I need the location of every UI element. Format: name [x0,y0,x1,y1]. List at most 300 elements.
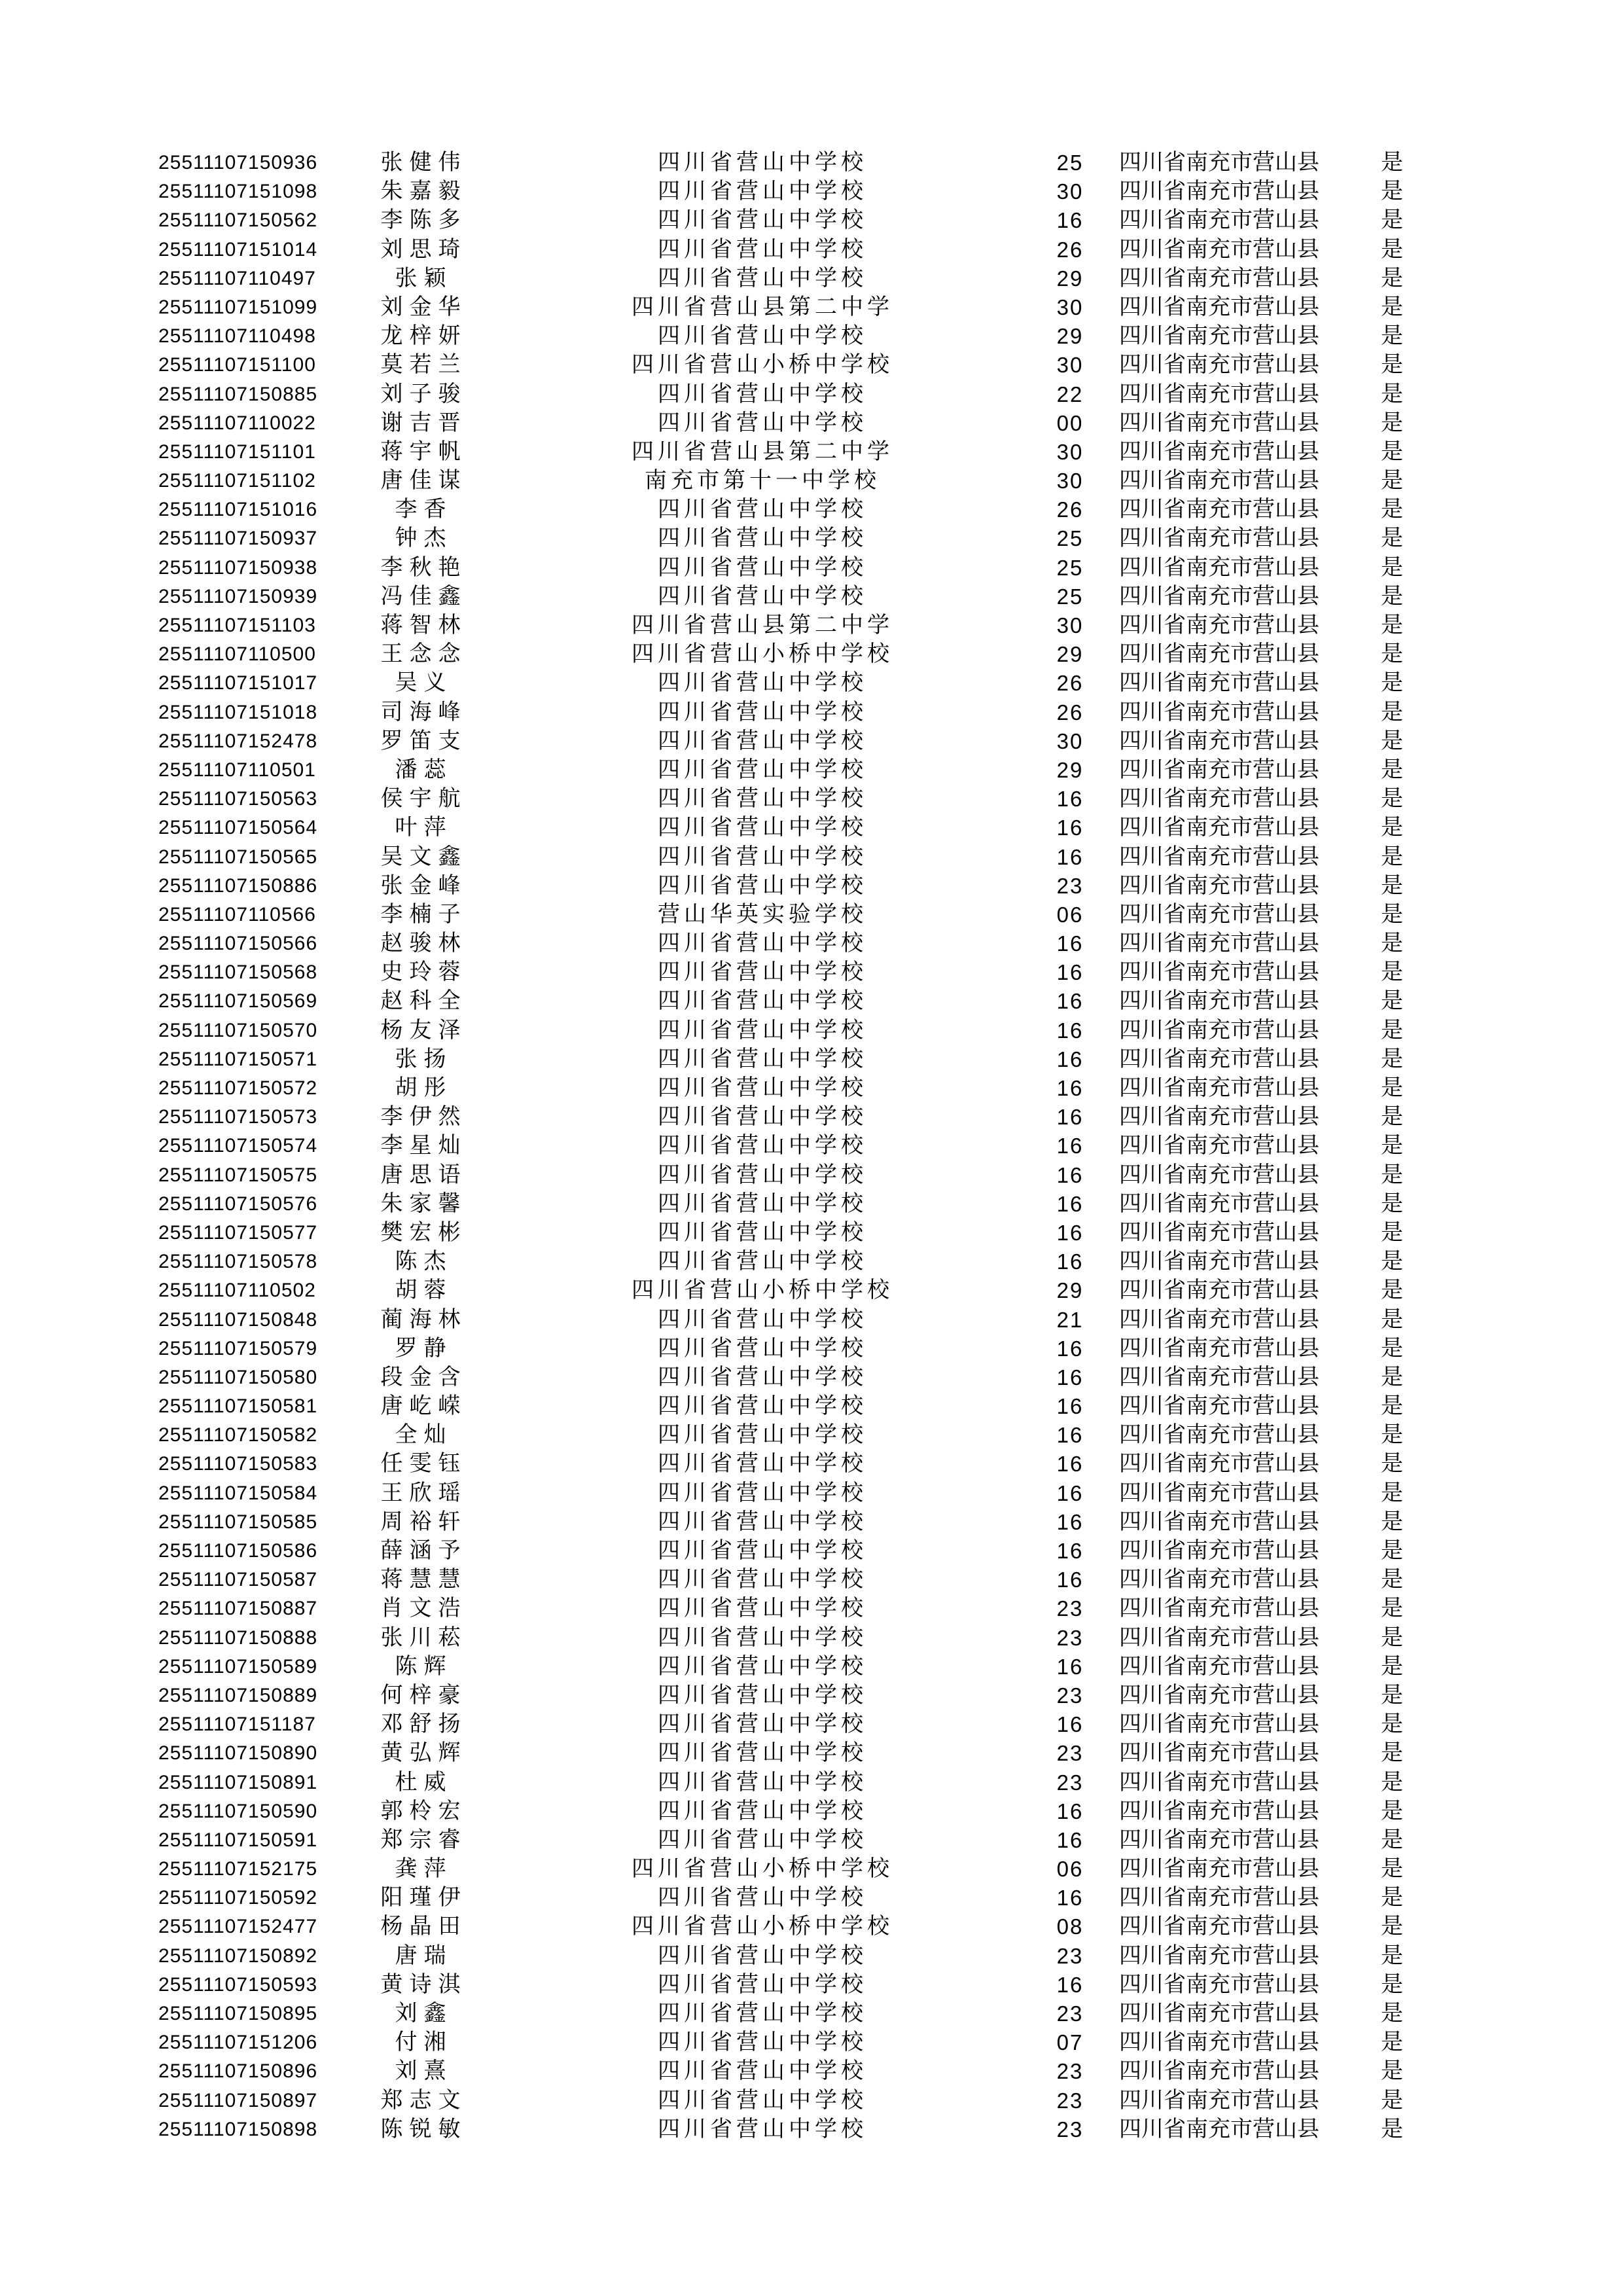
candidate-id-cell: 25511107151102 [158,470,316,492]
confirm-flag-cell: 是 [1381,2117,1403,2142]
candidate-name-cell: 任雯钰 [380,1452,467,1477]
code-cell: 23 [1056,1596,1084,1621]
school-cell: 四川省营山中学校 [658,497,867,522]
candidate-id-cell: 25511107150890 [158,1742,318,1765]
table-row [158,293,1471,322]
table-row [158,814,1471,842]
school-cell: 四川省营山中学校 [658,1134,867,1158]
school-cell: 四川省营山中学校 [658,1741,867,1766]
candidate-name-cell: 薛涵予 [380,1539,467,1563]
school-cell: 四川省营山县第二中学 [632,295,893,319]
table-row [158,1421,1471,1450]
confirm-flag-cell: 是 [1381,1741,1403,1766]
table-row [158,1739,1471,1768]
confirm-flag-cell: 是 [1381,353,1403,378]
district-cell: 四川省南充市营山县 [1119,1770,1319,1795]
school-cell: 四川省营山中学校 [658,382,867,406]
school-cell: 四川省营山中学校 [658,931,867,956]
candidate-name-cell: 罗静 [395,1336,453,1361]
school-cell: 四川省营山中学校 [658,1539,867,1563]
candidate-name-cell: 刘熹 [395,2059,453,2084]
candidate-id-cell: 25511107151018 [158,701,318,723]
school-cell: 四川省营山小桥中学校 [632,353,893,378]
table-row [158,1912,1471,1941]
candidate-name-cell: 李伊然 [380,1105,467,1130]
district-cell: 四川省南充市营山县 [1119,1365,1319,1390]
candidate-name-cell: 付湘 [395,2030,453,2055]
candidate-id-cell: 25511107150573 [158,1106,318,1128]
candidate-name-cell: 何梓豪 [380,1683,467,1708]
candidate-id-cell: 25511107151101 [158,440,316,463]
candidate-name-cell: 杨友泽 [380,1018,467,1043]
table-row [158,2115,1471,2144]
table-row [158,1624,1471,1653]
confirm-flag-cell: 是 [1381,1076,1403,1100]
code-cell: 00 [1056,410,1084,435]
school-cell: 四川省营山中学校 [658,1596,867,1621]
school-cell: 四川省营山县第二中学 [632,439,893,464]
candidate-name-cell: 李香 [395,497,453,522]
candidate-id-cell: 25511107152478 [158,730,318,752]
table-row [158,1219,1471,1247]
confirm-flag-cell: 是 [1381,1770,1403,1795]
district-cell: 四川省南充市营山县 [1119,1509,1319,1534]
code-cell: 16 [1056,960,1084,985]
candidate-id-cell: 25511107150936 [158,152,318,173]
school-cell: 四川省营山中学校 [658,844,867,869]
district-cell: 四川省南充市营山县 [1119,353,1319,378]
school-cell: 四川省营山中学校 [658,873,867,898]
confirm-flag-cell: 是 [1381,1683,1403,1708]
candidate-id-cell: 25511107150939 [158,585,318,607]
school-cell: 四川省营山中学校 [658,1162,867,1187]
candidate-name-cell: 陈辉 [395,1654,453,1679]
candidate-name-cell: 周裕轩 [380,1509,467,1534]
confirm-flag-cell: 是 [1381,179,1403,204]
district-cell: 四川省南充市营山县 [1119,1654,1319,1679]
candidate-id-cell: 25511107110501 [158,759,316,781]
candidate-name-cell: 张颖 [395,266,453,291]
district-cell: 四川省南充市营山县 [1119,1914,1319,1939]
code-cell: 06 [1056,902,1084,927]
code-cell: 16 [1056,1827,1084,1852]
candidate-name-cell: 朱家馨 [380,1191,467,1216]
school-cell: 四川省营山中学校 [658,1683,867,1708]
table-row [158,351,1471,380]
district-cell: 四川省南充市营山县 [1119,1886,1319,1910]
candidate-name-cell: 刘思琦 [380,237,467,262]
code-cell: 26 [1056,671,1084,696]
confirm-flag-cell: 是 [1381,1278,1403,1303]
candidate-id-cell: 25511107151206 [158,2032,318,2054]
school-cell: 四川省营山中学校 [658,151,867,175]
confirm-flag-cell: 是 [1381,816,1403,840]
confirm-flag-cell: 是 [1381,1047,1403,1071]
candidate-id-cell: 25511107150563 [158,788,318,810]
candidate-id-cell: 25511107150565 [158,846,318,868]
table-row [158,409,1471,438]
district-cell: 四川省南充市营山县 [1119,1943,1319,1968]
district-cell: 四川省南充市营山县 [1119,1827,1319,1852]
candidate-name-cell: 全灿 [395,1423,453,1448]
confirm-flag-cell: 是 [1381,1799,1403,1823]
candidate-name-cell: 蒋慧慧 [380,1568,467,1592]
code-cell: 16 [1056,1162,1084,1187]
school-cell: 四川省营山中学校 [658,526,867,551]
school-cell: 四川省营山中学校 [658,671,867,696]
candidate-id-cell: 25511107150898 [158,2118,318,2140]
candidate-id-cell: 25511107150578 [158,1251,318,1273]
code-cell: 16 [1056,1539,1084,1563]
school-cell: 四川省营山中学校 [658,1018,867,1043]
candidate-name-cell: 李星灿 [380,1134,467,1158]
candidate-id-cell: 25511107150579 [158,1337,318,1359]
candidate-id-cell: 25511107150937 [158,528,318,550]
candidate-name-cell: 谢吉晋 [380,410,467,435]
candidate-id-cell: 25511107110566 [158,903,316,925]
district-cell: 四川省南充市营山县 [1119,439,1319,464]
school-cell: 四川省营山中学校 [658,787,867,812]
table-row [158,2028,1471,2057]
confirm-flag-cell: 是 [1381,1654,1403,1679]
school-cell: 四川省营山中学校 [658,2088,867,2113]
candidate-name-cell: 唐屹嵘 [380,1394,467,1419]
code-cell: 16 [1056,1047,1084,1071]
code-cell: 25 [1056,584,1084,609]
district-cell: 四川省南充市营山县 [1119,1191,1319,1216]
school-cell: 四川省营山中学校 [658,1509,867,1534]
confirm-flag-cell: 是 [1381,1972,1403,1997]
confirm-flag-cell: 是 [1381,526,1403,551]
candidate-id-cell: 25511107150589 [158,1655,318,1677]
school-cell: 四川省营山中学校 [658,1452,867,1477]
district-cell: 四川省南充市营山县 [1119,2030,1319,2055]
table-row [158,1247,1471,1276]
candidate-name-cell: 史玲蓉 [380,960,467,985]
confirm-flag-cell: 是 [1381,989,1403,1014]
table-row [158,987,1471,1016]
confirm-flag-cell: 是 [1381,2088,1403,2113]
table-row [158,583,1471,611]
code-cell: 16 [1056,1972,1084,1997]
confirm-flag-cell: 是 [1381,902,1403,927]
confirm-flag-cell: 是 [1381,439,1403,464]
district-cell: 四川省南充市营山县 [1119,757,1319,782]
school-cell: 四川省营山中学校 [658,237,867,262]
candidate-name-cell: 杜威 [395,1770,453,1795]
candidate-name-cell: 阳瑾伊 [380,1886,467,1910]
code-cell: 16 [1056,1191,1084,1216]
table-row [158,380,1471,409]
candidate-name-cell: 郑志文 [380,2088,467,2113]
table-row [158,843,1471,872]
table-row [158,467,1471,495]
candidate-id-cell: 25511107150888 [158,1626,318,1649]
district-cell: 四川省南充市营山县 [1119,873,1319,898]
candidate-name-cell: 郭柃宏 [380,1799,467,1823]
district-cell: 四川省南充市营山县 [1119,700,1319,725]
code-cell: 30 [1056,613,1084,637]
district-cell: 四川省南充市营山县 [1119,1972,1319,1997]
candidate-id-cell: 25511107150584 [158,1482,318,1504]
district-cell: 四川省南充市营山县 [1119,1480,1319,1505]
table-row [158,1074,1471,1103]
code-cell: 30 [1056,179,1084,204]
confirm-flag-cell: 是 [1381,1134,1403,1158]
table-row [158,698,1471,727]
table-row [158,1681,1471,1710]
candidate-id-cell: 25511107150570 [158,1019,318,1041]
district-cell: 四川省南充市营山县 [1119,1394,1319,1419]
table-row [158,206,1471,235]
candidate-id-cell: 25511107150848 [158,1308,318,1331]
district-cell: 四川省南充市营山县 [1119,266,1319,291]
code-cell: 16 [1056,1018,1084,1043]
candidate-name-cell: 朱嘉毅 [380,179,467,204]
confirm-flag-cell: 是 [1381,757,1403,782]
candidate-id-cell: 25511107150885 [158,383,318,405]
school-cell: 四川省营山中学校 [658,1076,867,1100]
code-cell: 30 [1056,469,1084,493]
district-cell: 四川省南充市营山县 [1119,151,1319,175]
district-cell: 四川省南充市营山县 [1119,1741,1319,1766]
code-cell: 23 [1056,1943,1084,1968]
table-row [158,1508,1471,1537]
school-cell: 四川省营山中学校 [658,1394,867,1419]
code-cell: 23 [1056,873,1084,898]
candidate-id-cell: 25511107150577 [158,1221,318,1244]
school-cell: 四川省营山中学校 [658,2001,867,2026]
school-cell: 四川省营山中学校 [658,1220,867,1245]
code-cell: 26 [1056,237,1084,262]
candidate-name-cell: 王欣瑶 [380,1480,467,1505]
district-cell: 四川省南充市营山县 [1119,295,1319,319]
code-cell: 23 [1056,2088,1084,2113]
school-cell: 四川省营山中学校 [658,1480,867,1505]
code-cell: 16 [1056,1452,1084,1477]
table-row [158,1768,1471,1797]
district-cell: 四川省南充市营山县 [1119,526,1319,551]
table-row [158,727,1471,756]
code-cell: 16 [1056,1886,1084,1910]
school-cell: 四川省营山小桥中学校 [632,1857,893,1882]
confirm-flag-cell: 是 [1381,1480,1403,1505]
district-cell: 四川省南充市营山县 [1119,902,1319,927]
table-row [158,1826,1471,1855]
code-cell: 23 [1056,1770,1084,1795]
candidate-name-cell: 段金含 [380,1365,467,1390]
candidate-name-cell: 邓舒扬 [380,1712,467,1737]
table-row [158,1797,1471,1826]
candidate-id-cell: 25511107150586 [158,1540,318,1562]
candidate-name-cell: 潘蕊 [395,757,453,782]
school-cell: 四川省营山中学校 [658,1336,867,1361]
candidate-id-cell: 25511107150574 [158,1135,318,1157]
confirm-flag-cell: 是 [1381,873,1403,898]
district-cell: 四川省南充市营山县 [1119,787,1319,812]
confirm-flag-cell: 是 [1381,266,1403,291]
code-cell: 30 [1056,295,1084,319]
candidate-name-cell: 郑宗睿 [380,1827,467,1852]
table-row [158,2087,1471,2115]
school-cell: 四川省营山中学校 [658,960,867,985]
district-cell: 四川省南充市营山县 [1119,1220,1319,1245]
code-cell: 16 [1056,1509,1084,1534]
school-cell: 四川省营山中学校 [658,208,867,233]
confirm-flag-cell: 是 [1381,1857,1403,1882]
district-cell: 四川省南充市营山县 [1119,2088,1319,2113]
confirm-flag-cell: 是 [1381,1943,1403,1968]
school-cell: 南充市第十一中学校 [645,469,880,493]
confirm-flag-cell: 是 [1381,700,1403,725]
table-row [158,1335,1471,1363]
candidate-id-cell: 25511107150592 [158,1887,318,1909]
confirm-flag-cell: 是 [1381,497,1403,522]
confirm-flag-cell: 是 [1381,671,1403,696]
candidate-id-cell: 25511107110022 [158,412,316,434]
table-row [158,495,1471,524]
code-cell: 26 [1056,497,1084,522]
table-row [158,2000,1471,2028]
confirm-flag-cell: 是 [1381,2059,1403,2084]
candidate-id-cell: 25511107151103 [158,615,316,636]
candidate-id-cell: 25511107110502 [158,1280,316,1302]
district-cell: 四川省南充市营山县 [1119,613,1319,637]
candidate-id-cell: 25511107150582 [158,1424,318,1446]
school-cell: 四川省营山中学校 [658,728,867,753]
candidate-name-cell: 蒋智林 [380,613,467,637]
candidate-id-cell: 25511107150887 [158,1598,318,1620]
district-cell: 四川省南充市营山县 [1119,1162,1319,1187]
code-cell: 30 [1056,353,1084,378]
school-cell: 四川省营山中学校 [658,266,867,291]
candidate-name-cell: 唐佳谋 [380,469,467,493]
confirm-flag-cell: 是 [1381,1568,1403,1592]
table-row [158,438,1471,467]
school-cell: 四川省营山中学校 [658,1365,867,1390]
school-cell: 营山华英实验学校 [658,902,867,927]
table-row [158,524,1471,553]
candidate-id-cell: 25511107151016 [158,499,318,521]
district-cell: 四川省南充市营山县 [1119,671,1319,696]
table-row [158,1479,1471,1508]
district-cell: 四川省南充市营山县 [1119,1683,1319,1708]
code-cell: 06 [1056,1857,1084,1882]
confirm-flag-cell: 是 [1381,469,1403,493]
table-row [158,1103,1471,1132]
district-cell: 四川省南充市营山县 [1119,844,1319,869]
confirm-flag-cell: 是 [1381,931,1403,956]
confirm-flag-cell: 是 [1381,1336,1403,1361]
candidate-id-cell: 25511107150897 [158,2089,318,2111]
code-cell: 23 [1056,1741,1084,1766]
school-cell: 四川省营山中学校 [658,1249,867,1274]
confirm-flag-cell: 是 [1381,410,1403,435]
school-cell: 四川省营山中学校 [658,1625,867,1650]
district-cell: 四川省南充市营山县 [1119,2001,1319,2026]
district-cell: 四川省南充市营山县 [1119,382,1319,406]
confirm-flag-cell: 是 [1381,1509,1403,1534]
candidate-name-cell: 司海峰 [380,700,467,725]
code-cell: 25 [1056,151,1084,175]
table-row [158,1450,1471,1479]
candidate-id-cell: 25511107150591 [158,1829,318,1851]
candidate-name-cell: 胡彤 [395,1076,453,1100]
confirm-flag-cell: 是 [1381,151,1403,175]
candidate-name-cell: 张健伟 [380,151,467,175]
candidate-name-cell: 黄弘辉 [380,1741,467,1766]
school-cell: 四川省营山中学校 [658,555,867,580]
district-cell: 四川省南充市营山县 [1119,1568,1319,1592]
code-cell: 16 [1056,1105,1084,1130]
candidate-name-cell: 吴义 [395,671,453,696]
confirm-flag-cell: 是 [1381,1018,1403,1043]
table-row [158,177,1471,206]
confirm-flag-cell: 是 [1381,844,1403,869]
confirm-flag-cell: 是 [1381,960,1403,985]
school-cell: 四川省营山中学校 [658,1191,867,1216]
candidate-id-cell: 25511107151017 [158,672,318,694]
school-cell: 四川省营山中学校 [658,1943,867,1968]
candidate-id-cell: 25511107110498 [158,325,316,348]
confirm-flag-cell: 是 [1381,382,1403,406]
school-cell: 四川省营山小桥中学校 [632,1914,893,1939]
candidate-id-cell: 25511107150566 [158,933,318,955]
district-cell: 四川省南充市营山县 [1119,1076,1319,1100]
table-row [158,1594,1471,1623]
school-cell: 四川省营山中学校 [658,1799,867,1823]
candidate-name-cell: 莫若兰 [380,353,467,378]
table-row [158,1045,1471,1074]
candidate-name-cell: 李秋艳 [380,555,467,580]
district-cell: 四川省南充市营山县 [1119,1539,1319,1563]
school-cell: 四川省营山中学校 [658,816,867,840]
district-cell: 四川省南充市营山县 [1119,2117,1319,2142]
district-cell: 四川省南充市营山县 [1119,2059,1319,2084]
confirm-flag-cell: 是 [1381,1394,1403,1419]
candidate-id-cell: 25511107150585 [158,1511,318,1533]
table-row [158,1363,1471,1392]
school-cell: 四川省营山中学校 [658,1105,867,1130]
school-cell: 四川省营山中学校 [658,2059,867,2084]
candidate-name-cell: 侯宇航 [380,787,467,812]
school-cell: 四川省营山中学校 [658,1972,867,1997]
school-cell: 四川省营山中学校 [658,410,867,435]
district-cell: 四川省南充市营山县 [1119,1018,1319,1043]
candidate-name-cell: 李陈多 [380,208,467,233]
confirm-flag-cell: 是 [1381,2030,1403,2055]
confirm-flag-cell: 是 [1381,613,1403,637]
candidate-name-cell: 蒋宇帆 [380,439,467,464]
table-row [158,929,1471,958]
candidate-id-cell: 25511107150587 [158,1569,318,1591]
district-cell: 四川省南充市营山县 [1119,1307,1319,1332]
table-row [158,1016,1471,1045]
code-cell: 16 [1056,787,1084,812]
candidate-id-cell: 25511107150564 [158,817,318,839]
school-cell: 四川省营山中学校 [658,324,867,349]
candidate-id-cell: 25511107150938 [158,556,318,579]
confirm-flag-cell: 是 [1381,1365,1403,1390]
table-row [158,1132,1471,1160]
confirm-flag-cell: 是 [1381,555,1403,580]
table-row [158,236,1471,264]
candidate-name-cell: 叶萍 [395,816,453,840]
district-cell: 四川省南充市营山县 [1119,1249,1319,1274]
confirm-flag-cell: 是 [1381,787,1403,812]
candidate-id-cell: 25511107150891 [158,1771,318,1793]
district-cell: 四川省南充市营山县 [1119,1625,1319,1650]
